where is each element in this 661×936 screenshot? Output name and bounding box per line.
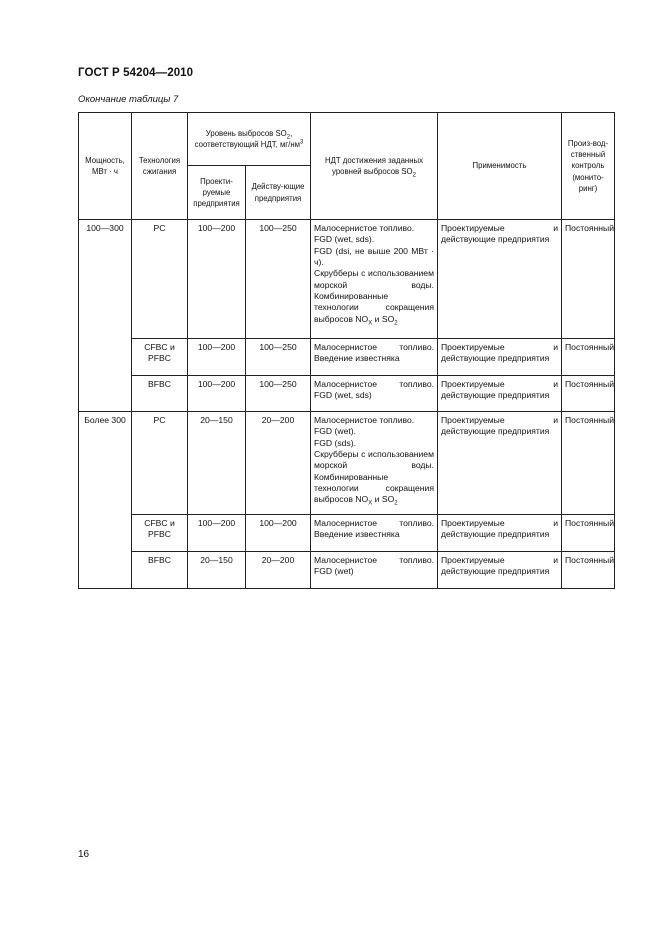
bat-cell: Малосернистое топливо. FGD (wet) xyxy=(311,552,438,589)
header-designed: Проекти-руемые предприятия xyxy=(188,166,246,220)
monitoring-cell: Постоянный xyxy=(562,552,615,589)
table-row xyxy=(79,412,615,515)
designed-cell: 20—150 xyxy=(188,552,246,589)
power-cell: 100—300 xyxy=(79,220,132,412)
header-technology: Технология сжигания xyxy=(132,113,188,220)
header-emission-level: Уровень выбросов $SO_2$, соответствующий НДТ, $мг/нм^3$ xyxy=(188,113,311,166)
applicability-cell: Проектируемые и действующие предприятия xyxy=(438,412,562,515)
table-row xyxy=(79,552,615,589)
bat-cell: Малосернистое топливо. FGD (wet). FGD (sds). Скрубберы с использованием морской воды. Комбинированные технологии сокращения выбросов $NO_X$ и $SO_2$ xyxy=(311,412,438,515)
designed-cell: 100—200 xyxy=(188,220,246,339)
header-power: Мощность, МВт · ч xyxy=(79,113,132,220)
table-row xyxy=(79,220,615,339)
page-number: 16 xyxy=(78,849,90,860)
existing-cell: 20—200 xyxy=(246,412,311,515)
existing-cell: 20—200 xyxy=(246,552,311,589)
applicability-cell: Проектируемые и действующие предприятия xyxy=(438,552,562,589)
tech-cell: PC xyxy=(132,412,188,515)
monitoring-cell: Постоянный xyxy=(562,339,615,376)
bat-cell: Малосернистое топливо. FGD (wet, sds). FGD (dsi, не выше 200 МВт · ч). Скрубберы с использованием морской воды. Комбинированные технологии сокращения выбросов $NO_X$ и $SO_2$ xyxy=(311,220,438,339)
existing-cell: 100—250 xyxy=(246,339,311,376)
bat-cell: Малосернистое топливо. Введение известняка xyxy=(311,515,438,552)
monitoring-cell: Постоянный xyxy=(562,412,615,515)
designed-cell: 20—150 xyxy=(188,412,246,515)
applicability-cell: Проектируемые и действующие предприятия xyxy=(438,339,562,376)
tech-cell: BFBC xyxy=(132,552,188,589)
monitoring-cell: Постоянный xyxy=(562,220,615,339)
table-caption: Окончание таблицы 7 xyxy=(78,94,179,105)
tech-cell: CFBC и PFBC xyxy=(132,515,188,552)
designed-cell: 100—200 xyxy=(188,376,246,412)
tech-cell: CFBC и PFBC xyxy=(132,339,188,376)
header-applicability: Применимость xyxy=(438,113,562,220)
bat-cell: Малосернистое топливо. Введение известняка xyxy=(311,339,438,376)
header-bat: НДТ достижения заданных уровней выбросов $SO_2$ xyxy=(311,113,438,220)
designed-cell: 100—200 xyxy=(188,339,246,376)
header-monitoring: Произ-вод-ственный контроль (монито-ринг) xyxy=(562,113,615,220)
table-row xyxy=(79,339,615,376)
table-row xyxy=(79,376,615,412)
document-title: ГОСТ Р 54204—2010 xyxy=(78,67,194,79)
existing-cell: 100—250 xyxy=(246,220,311,339)
bat-cell: Малосернистое топливо. FGD (wet, sds) xyxy=(311,376,438,412)
table-row xyxy=(79,515,615,552)
existing-cell: 100—200 xyxy=(246,515,311,552)
applicability-cell: Проектируемые и действующие предприятия xyxy=(438,220,562,339)
designed-cell: 100—200 xyxy=(188,515,246,552)
existing-cell: 100—250 xyxy=(246,376,311,412)
applicability-cell: Проектируемые и действующие предприятия xyxy=(438,376,562,412)
tech-cell: BFBC xyxy=(132,376,188,412)
applicability-cell: Проектируемые и действующие предприятия xyxy=(438,515,562,552)
power-cell: Более 300 xyxy=(79,412,132,589)
monitoring-cell: Постоянный xyxy=(562,376,615,412)
monitoring-cell: Постоянный xyxy=(562,515,615,552)
header-existing: Действу-ющие предприятия xyxy=(246,166,311,220)
tech-cell: PC xyxy=(132,220,188,339)
emissions-table xyxy=(78,112,615,589)
